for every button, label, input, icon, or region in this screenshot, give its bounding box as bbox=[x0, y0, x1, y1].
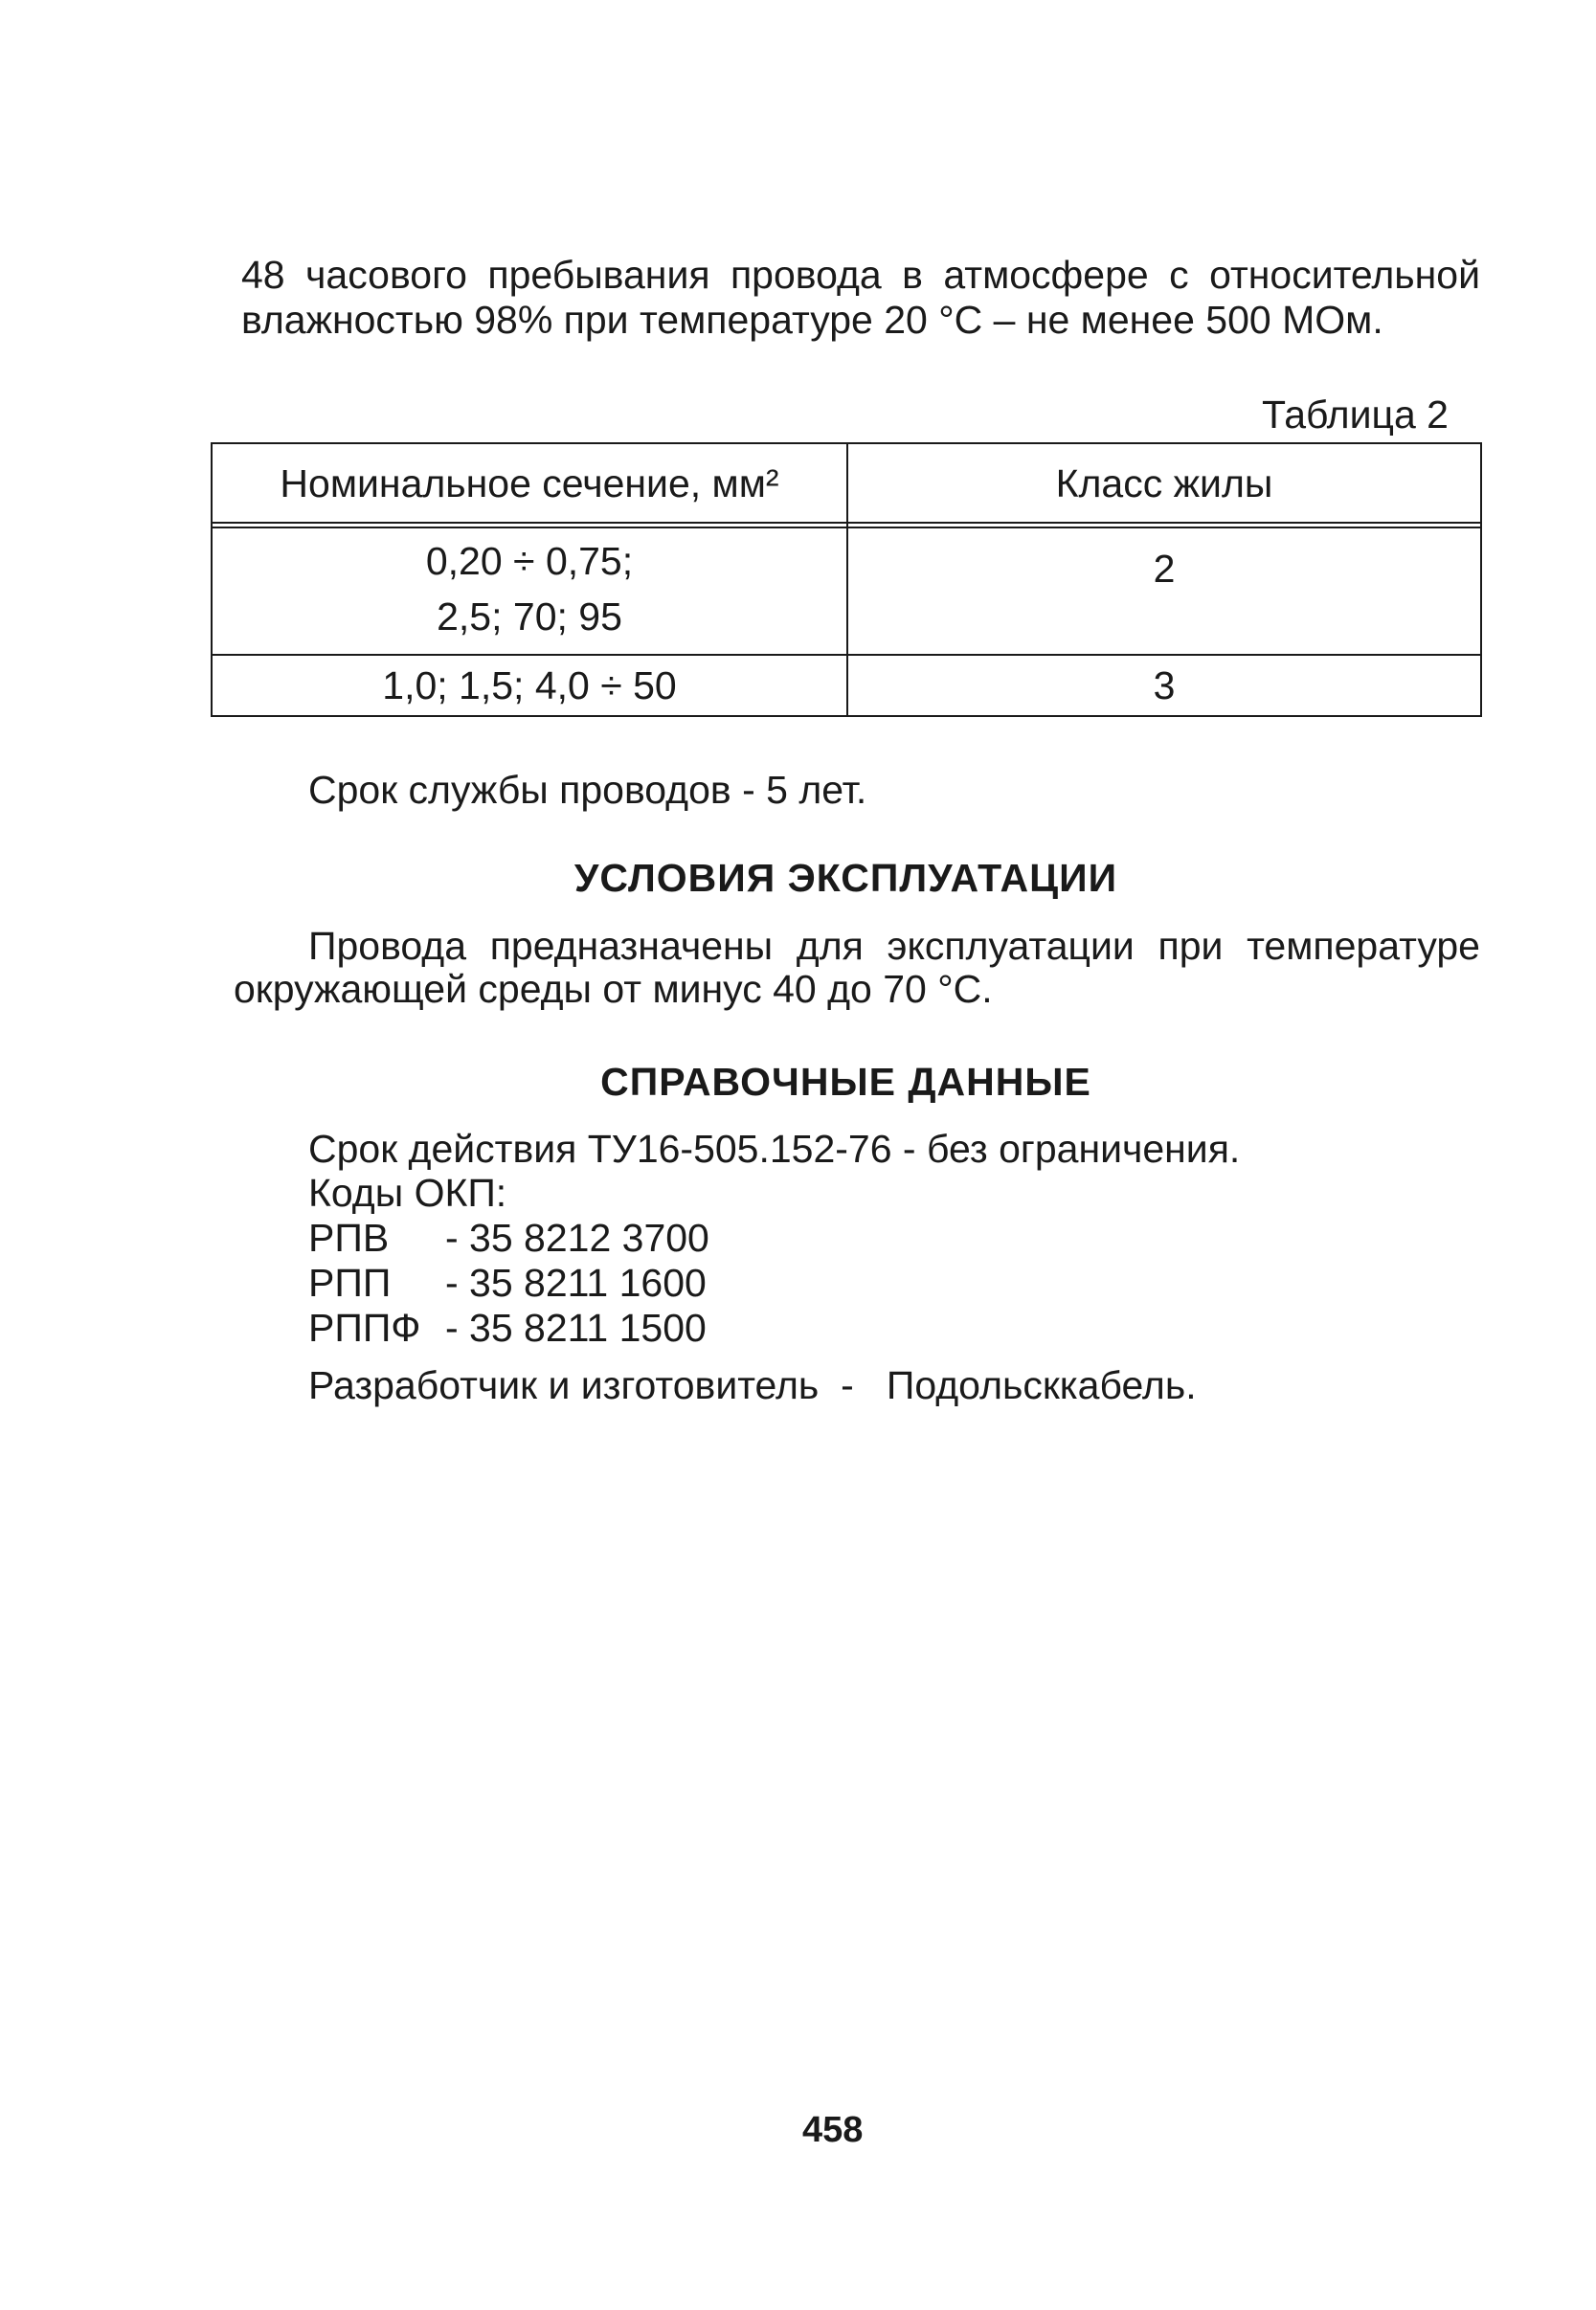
table-row-1-section-line-1: 0,20 ÷ 0,75; bbox=[425, 539, 634, 583]
okp-name-1: РПВ bbox=[308, 1216, 390, 1260]
reference-heading: СПРАВОЧНЫЕ ДАННЫЕ bbox=[600, 1060, 1091, 1104]
table-row-divider bbox=[213, 654, 1480, 656]
okp-label: Коды ОКП: bbox=[308, 1171, 507, 1215]
okp-name-3: РППФ bbox=[308, 1306, 421, 1350]
intro-line-2: влажностью 98% при температуре 20 °С – не менее 500 МОм. bbox=[241, 298, 1383, 342]
okp-code-1: - 35 8212 3700 bbox=[445, 1216, 709, 1260]
validity-line: Срок действия ТУ16-505.152-76 - без ограничения. bbox=[308, 1127, 1241, 1171]
okp-name-2: РПП bbox=[308, 1261, 392, 1305]
intro-line-1: 48 часового пребывания провода в атмосфере с относительной bbox=[241, 253, 1480, 297]
properties-table bbox=[211, 442, 1482, 717]
table-caption: Таблица 2 bbox=[1262, 392, 1449, 437]
table-row-2-class: 3 bbox=[1153, 663, 1176, 707]
table-header-divider bbox=[213, 522, 1480, 528]
conditions-heading: УСЛОВИЯ ЭКСПЛУАТАЦИИ bbox=[573, 856, 1118, 900]
conditions-line-1: Провода предназначены для эксплуатации при температуре bbox=[308, 924, 1480, 968]
table-row-1-class: 2 bbox=[1153, 547, 1176, 591]
page-number: 458 bbox=[802, 2110, 864, 2150]
developer-line: Разработчик и изготовитель - Подольсккабель. bbox=[308, 1363, 1197, 1407]
table-header-section: Номинальное сечение, мм² bbox=[280, 461, 779, 505]
okp-code-3: - 35 8211 1500 bbox=[445, 1306, 707, 1350]
conditions-line-2: окружающей среды от минус 40 до 70 °С. bbox=[234, 967, 993, 1011]
table-row-2-section: 1,0; 1,5; 4,0 ÷ 50 bbox=[382, 663, 677, 707]
table-header-class: Класс жилы bbox=[1055, 461, 1273, 505]
service-life: Срок службы проводов - 5 лет. bbox=[308, 768, 867, 812]
table-row-1-section-line-2: 2,5; 70; 95 bbox=[437, 594, 622, 639]
okp-code-2: - 35 8211 1600 bbox=[445, 1261, 707, 1305]
